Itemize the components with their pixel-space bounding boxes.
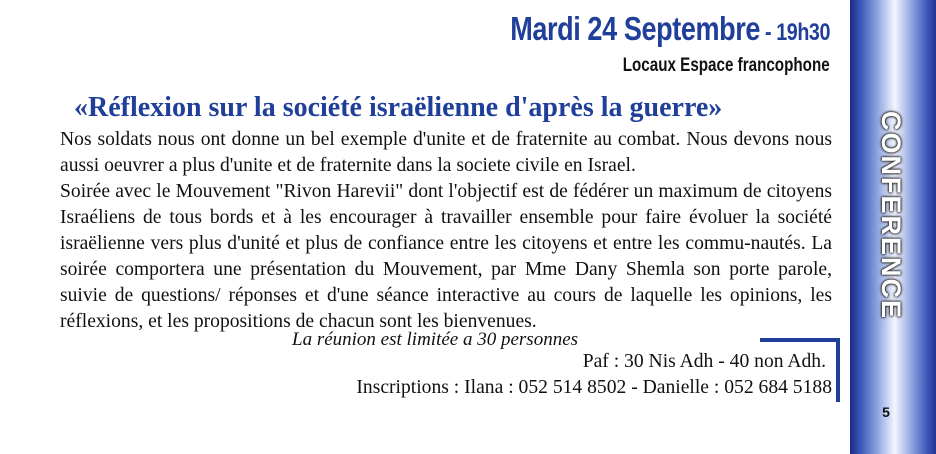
description-paragraph-1: Nos soldats nous ont donne un bel exemple d'unite et de fraternite au combat. Nous devons nous aussi oeuvrer a plus d'unite et de fraternite dans la societe civile en Israel. [60,129,832,176]
price-info: Paf : 30 Nis Adh - 40 non Adh. [582,351,826,372]
bracket-vertical [836,338,840,402]
event-time: - 19h30 [759,19,830,46]
description-paragraph-2: Soirée avec le Mouvement "Rivon Harevii" dont l'objectif est de fédérer un maximum de citoyens Israéliens de tous bords et à les encourager à travailler ensemble pour faire évoluer la société israëlienne vers plus d'unité et plus de confiance entre les citoyens et entre les commu-nautés. La soirée comportera une présentation du Mouvement, par Mme Dany Shemla son porte parole, suivie de questions/ réponses et d'une séance interactive au cours de laquelle les opinions, les réflexions, et les propositions de chacun sont les bienvenues. [60,181,832,332]
event-venue: Locaux Espace francophone [623,55,830,76]
event-title: «Réflexion sur la société israëlienne d'après la guerre» [74,92,723,123]
event-description [60,127,832,335]
bracket-horizontal [760,338,840,342]
event-date: Mardi 24 Septembre [510,10,760,47]
attendance-limit-note: La réunion est limitée a 30 personnes [292,329,579,350]
registration-contacts: Inscriptions : Ilana : 052 514 8502 - Danielle : 052 684 5188 [356,377,832,398]
page-number: 5 [882,404,890,420]
side-category-text: CONFERENCE [875,110,906,320]
side-category-label [862,100,918,330]
event-date-line [510,10,830,48]
